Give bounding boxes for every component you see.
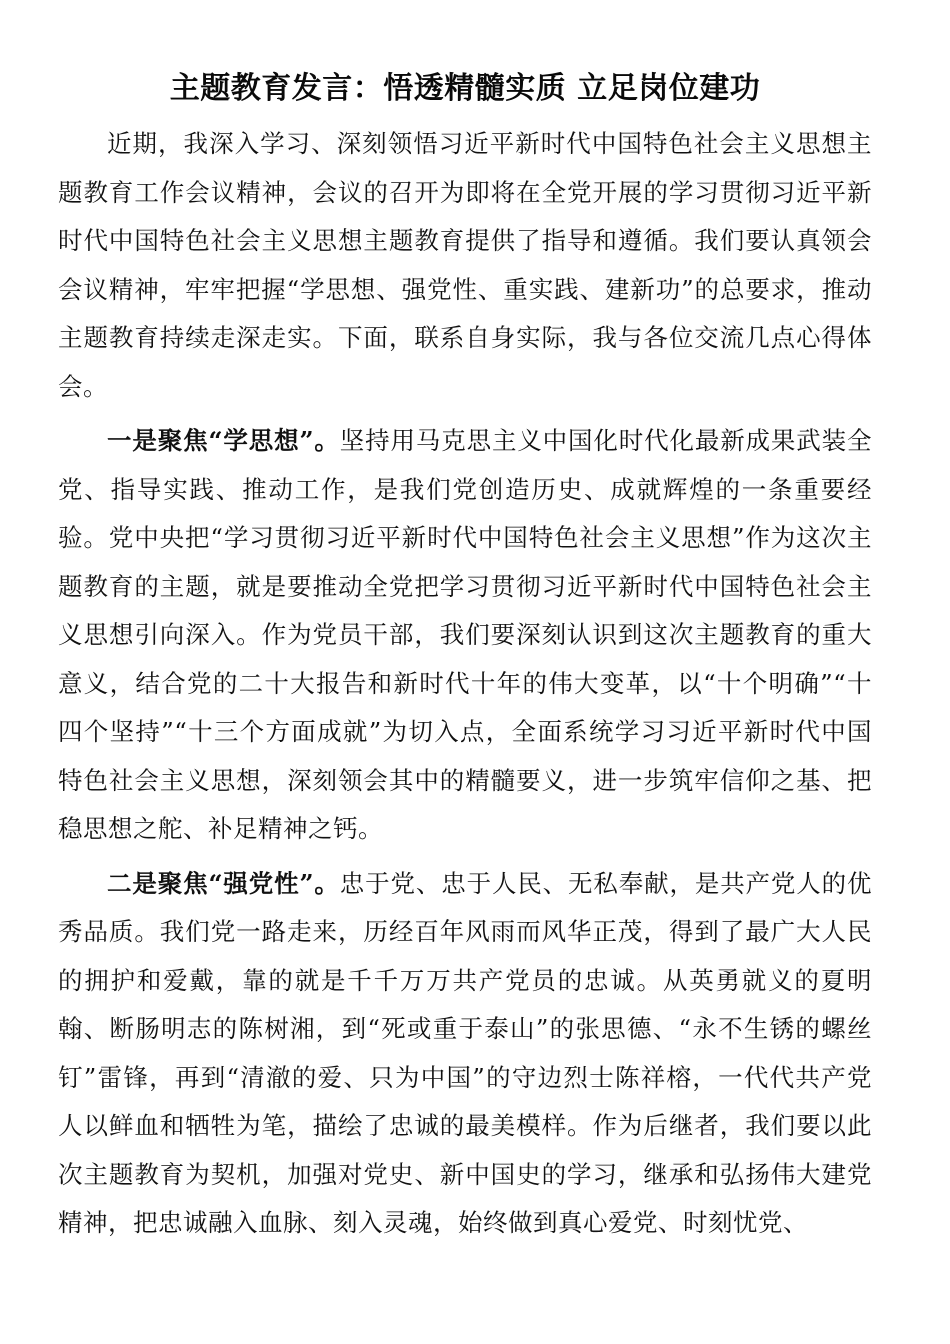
paragraph-text: 近期，我深入学习、深刻领悟习近平新时代中国特色社会主义思想主题教育工作会议精神，会议的召开为即将在全党开展的学习贯彻习近平新时代中国特色社会主义思想主题教育提供了指导和遵循。我们要认真领会会议精神，牢牢把握“学思想、强党性、重实践、建新功”的总要求，推动主题教育持续走深走实。下面，联系自身实际，我与各位交流几点心得体会。 — [58, 129, 872, 401]
paragraph-lead-heading: 二是聚焦“强党性”。 — [107, 868, 340, 898]
paragraph-study-thought — [58, 417, 872, 854]
paragraph-text: 忠于党、忠于人民、无私奉献，是共产党人的优秀品质。我们党一路走来，历经百年风雨而风华正茂，得到了最广大人民的拥护和爱戴，靠的就是千千万万共产党员的忠诚。从英勇就义的夏明翰、断肠明志的陈树湘，到“死或重于泰山”的张思德、“永不生锈的螺丝钉”雷锋，再到“清澈的爱、只为中国”的守边烈士陈祥榕，一代代共产党人以鲜血和牺牲为笔，描绘了忠诚的最美模样。作为后继者，我们要以此次主题教育为契机，加强对党史、新中国史的学习，继承和弘扬伟大建党精神，把忠诚融入血脉、刻入灵魂，始终做到真心爱党、时刻忧党、 — [58, 868, 873, 1237]
paragraph-intro — [58, 120, 872, 411]
paragraph-strengthen-party-spirit — [58, 860, 872, 1248]
document-title: 主题教育发言：悟透精髓实质 立足岗位建功 — [169, 71, 761, 106]
paragraph-text: 坚持用马克思主义中国化时代化最新成果武装全党、指导实践、推动工作，是我们党创造历史、成就辉煌的一条重要经验。党中央把“学习贯彻习近平新时代中国特色社会主义思想”作为这次主题教育的主题，就是要推动全党把学习贯彻习近平新时代中国特色社会主义思想引向深入。作为党员干部，我们要深刻认识到这次主题教育的重大意义，结合党的二十大报告和新时代十年的伟大变革，以“十个明确”“十四个坚持”“十三个方面成就”为切入点，全面系统学习习近平新时代中国特色社会主义思想，深刻领会其中的精髓要义，进一步筑牢信仰之基、把稳思想之舵、补足精神之钙。 — [58, 426, 873, 843]
paragraph-lead-heading: 一是聚焦“学思想”。 — [107, 426, 340, 455]
